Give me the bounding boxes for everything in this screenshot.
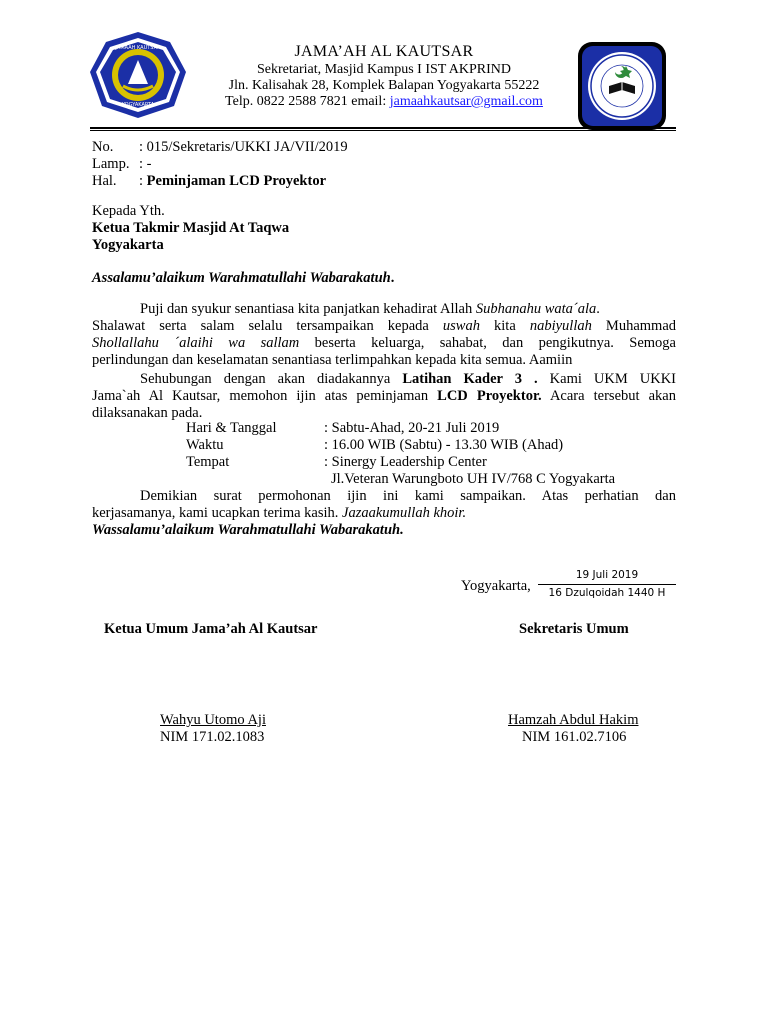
date-masehi: 19 Juli 2019 xyxy=(575,569,639,581)
para2-text: Kami UKM UKKI xyxy=(537,371,677,387)
para2-line1 xyxy=(140,371,676,388)
para2-text: Acara tersebut akan xyxy=(541,388,676,404)
para2-text: Jama`ah Al Kautsar, memohon ijin atas peminjaman xyxy=(92,388,438,404)
para1-italic: nabiyullah xyxy=(529,318,592,334)
para1-line3 xyxy=(92,335,676,352)
para2-bold: LCD Proyektor. xyxy=(437,388,542,404)
para1-text: . xyxy=(596,301,600,317)
hal-separator: : xyxy=(139,173,147,189)
para2-line3: dilaksanakan pada. xyxy=(92,405,203,421)
right-signatory-nim: NIM 161.02.7106 xyxy=(522,729,627,745)
event-time-label: Waktu xyxy=(186,437,224,453)
para1-text: Muhammad xyxy=(591,318,677,334)
left-signatory-nim: NIM 171.02.1083 xyxy=(160,729,265,745)
date-fraction xyxy=(538,569,676,599)
para1-text: Puji dan syukur senantiasa kita panjatkan kehadirat Allah xyxy=(140,301,476,317)
no-value: : 015/Sekretaris/UKKI JA/VII/2019 xyxy=(139,139,348,155)
event-address: Jl.Veteran Warungboto UH IV/768 C Yogyakarta xyxy=(331,471,616,487)
para1-text: kita xyxy=(479,318,530,334)
recipient-greeting: Kepada Yth. xyxy=(92,203,165,219)
event-place-label: Tempat xyxy=(186,454,230,470)
para1-line1 xyxy=(140,301,600,318)
hal-row xyxy=(139,173,326,190)
opening-salam xyxy=(92,270,394,287)
right-signatory-name: Hamzah Abdul Hakim xyxy=(508,712,639,728)
address-line: Jln. Kalisahak 28, Komplek Balapan Yogyakarta 55222 xyxy=(228,78,540,93)
letterhead-divider xyxy=(90,127,676,131)
event-date-value: : Sabtu-Ahad, 20-21 Juli 2019 xyxy=(324,420,500,436)
para1-line4: perlindungan dan keselamatan senantiasa terlimpahkan kepada kita semua. Aamiin xyxy=(92,352,573,368)
date-place: Yogyakarta, xyxy=(461,578,531,594)
closing-salam: Wassalamu’alaikum Warahmatullahi Wabarakatuh. xyxy=(92,522,404,538)
contact-line xyxy=(0,94,768,110)
organization-name: JAMA’AH AL KAUTSAR xyxy=(294,43,474,60)
secretariat-line: Sekretariat, Masjid Kampus I IST AKPRIND xyxy=(256,62,512,77)
closing-line1: Demikian surat permohonan ijin ini kami sampaikan. Atas perhatian dan xyxy=(140,488,676,504)
closing-line2 xyxy=(92,505,466,522)
closing-italic: Jazaakumullah khoir. xyxy=(342,505,467,521)
para1-text: Shalawat serta salam selalu tersampaikan kepada xyxy=(92,318,443,334)
event-place-value: : Sinergy Leadership Center xyxy=(324,454,487,470)
right-signatory-title: Sekretaris Umum xyxy=(519,621,629,637)
para2-bold: Latihan Kader 3 . xyxy=(402,371,538,387)
opening-salam-end: . xyxy=(390,270,395,286)
opening-salam-text: Assalamu’alaikum Warahmatullahi Wabarakatuh xyxy=(92,270,391,286)
date-hijri: 16 Dzulqoidah 1440 H xyxy=(548,587,666,599)
logo-left-top-text: JAMAAH KAUTSAR xyxy=(115,45,161,51)
hal-label: Hal. xyxy=(92,173,117,189)
closing-text: kerjasamanya, kami ucapkan terima kasih. xyxy=(92,505,343,521)
email-link[interactable]: jamaahkautsar@gmail.com xyxy=(389,94,543,109)
event-time-value: : 16.00 WIB (Sabtu) - 13.30 WIB (Ahad) xyxy=(324,437,564,453)
no-label: No. xyxy=(92,139,114,155)
para1-italic: Subhanahu wata´ala xyxy=(475,301,597,317)
logo-left-bottom-text: YOGYAKARTA xyxy=(121,102,155,108)
left-signatory-title: Ketua Umum Jama’ah Al Kautsar xyxy=(104,621,318,637)
date-divider xyxy=(538,584,676,585)
lamp-label: Lamp. xyxy=(92,156,130,172)
para1-italic: uswah xyxy=(442,318,480,334)
lamp-value: : - xyxy=(139,156,152,172)
hal-value: Peminjaman LCD Proyektor xyxy=(146,173,327,189)
para2-text: Sehubungan dengan akan diadakannya xyxy=(140,371,403,387)
para1-line2 xyxy=(92,318,676,335)
left-signatory-name: Wahyu Utomo Aji xyxy=(160,712,266,728)
recipient-title: Ketua Takmir Masjid At Taqwa xyxy=(92,220,290,236)
recipient-city: Yogyakarta xyxy=(92,237,164,253)
para2-line2 xyxy=(92,388,676,405)
para1-text: beserta keluarga, sahabat, dan pengikutnya. Semoga xyxy=(299,335,676,351)
para1-italic: Shollallahu ´alaihi wa sallam xyxy=(92,335,300,351)
contact-phone: Telp. 0822 2588 7821 email: xyxy=(225,94,390,109)
event-date-label: Hari & Tanggal xyxy=(186,420,277,436)
